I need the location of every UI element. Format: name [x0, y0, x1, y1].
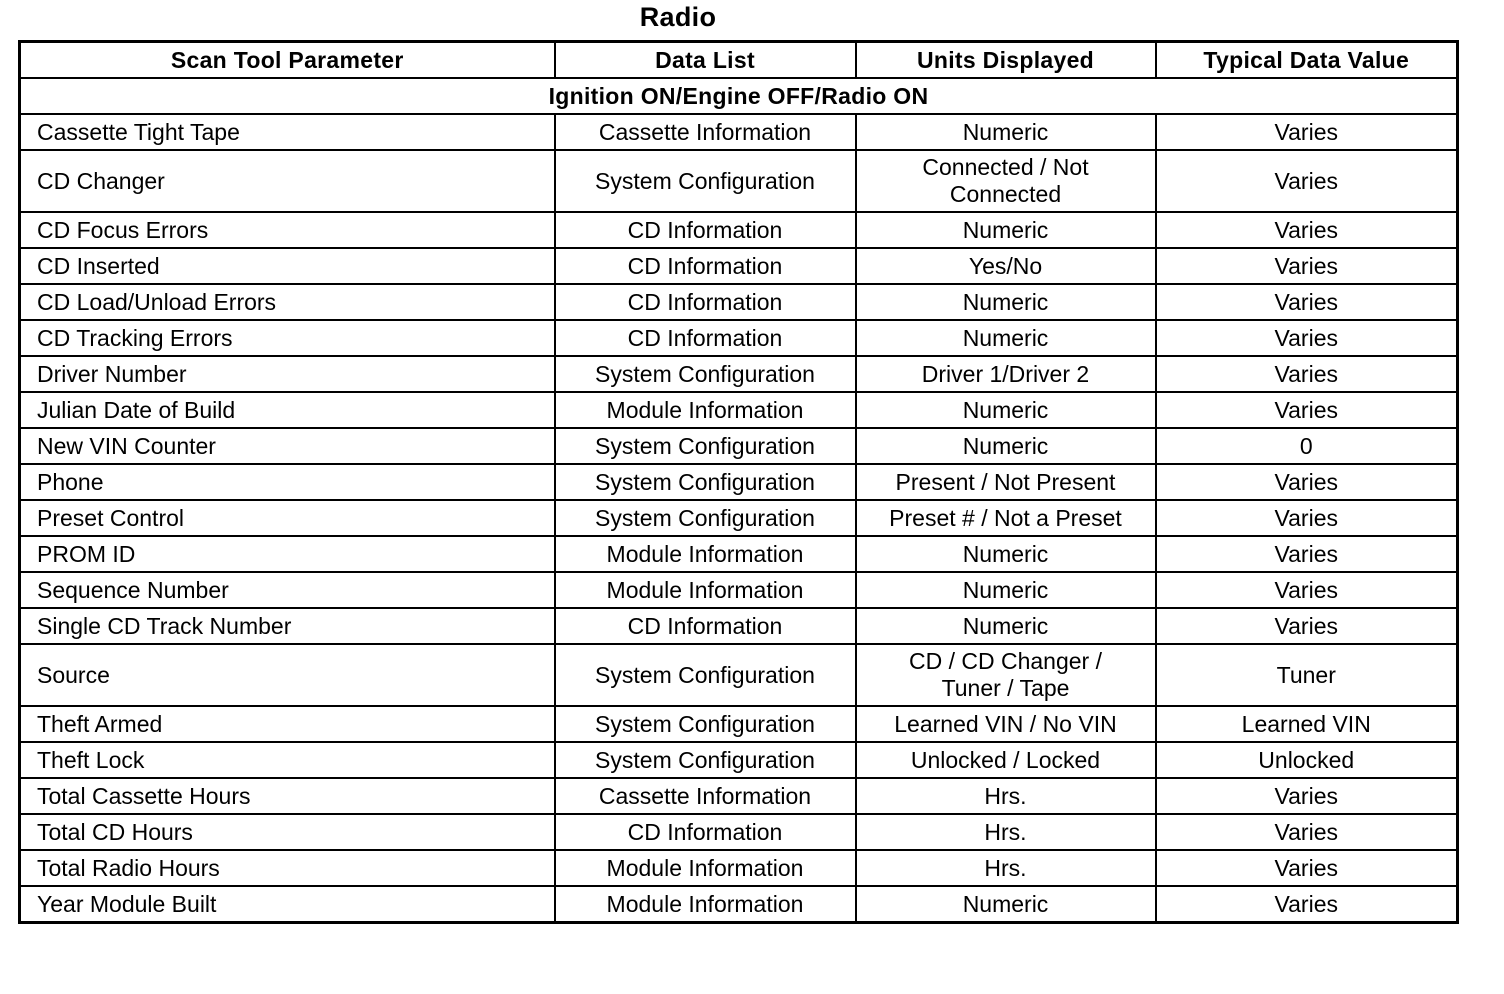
param-cell: PROM ID: [20, 536, 555, 572]
typical-value-cell: Tuner: [1156, 644, 1458, 706]
param-cell: Single CD Track Number: [20, 608, 555, 644]
data-list-cell: System Configuration: [555, 742, 856, 778]
table-row: [20, 284, 1458, 320]
typical-value-cell: Varies: [1156, 814, 1458, 850]
param-cell: Phone: [20, 464, 555, 500]
units-cell: Learned VIN / No VIN: [856, 706, 1156, 742]
header-data-list: Data List: [555, 42, 856, 79]
table-row: [20, 248, 1458, 284]
typical-value-cell: Varies: [1156, 500, 1458, 536]
typical-value-cell: Varies: [1156, 248, 1458, 284]
data-list-cell: Module Information: [555, 850, 856, 886]
param-cell: Source: [20, 644, 555, 706]
data-list-cell: System Configuration: [555, 644, 856, 706]
table-row: [20, 356, 1458, 392]
table-row: [20, 212, 1458, 248]
typical-value-cell: Varies: [1156, 572, 1458, 608]
data-list-cell: CD Information: [555, 320, 856, 356]
table-row: [20, 320, 1458, 356]
typical-value-cell: Varies: [1156, 320, 1458, 356]
typical-value-cell: Varies: [1156, 114, 1458, 150]
typical-value-cell: Varies: [1156, 392, 1458, 428]
units-cell: [856, 644, 1156, 706]
table-row: [20, 500, 1458, 536]
units-cell: Hrs.: [856, 850, 1156, 886]
units-cell: Numeric: [856, 428, 1156, 464]
data-list-cell: Cassette Information: [555, 778, 856, 814]
typical-value-cell: Varies: [1156, 608, 1458, 644]
data-list-cell: Module Information: [555, 536, 856, 572]
data-list-cell: Module Information: [555, 572, 856, 608]
table-row: [20, 150, 1458, 212]
table-row: [20, 392, 1458, 428]
table-row: [20, 742, 1458, 778]
units-cell: Numeric: [856, 608, 1156, 644]
typical-value-cell: 0: [1156, 428, 1458, 464]
data-list-cell: System Configuration: [555, 428, 856, 464]
typical-value-cell: Varies: [1156, 356, 1458, 392]
table-row: [20, 428, 1458, 464]
units-cell: Numeric: [856, 284, 1156, 320]
table-row: [20, 536, 1458, 572]
param-cell: Total CD Hours: [20, 814, 555, 850]
param-cell: Theft Lock: [20, 742, 555, 778]
table-row: [20, 572, 1458, 608]
param-cell: New VIN Counter: [20, 428, 555, 464]
table-row: [20, 706, 1458, 742]
typical-value-cell: Varies: [1156, 464, 1458, 500]
data-list-cell: System Configuration: [555, 356, 856, 392]
table-row: [20, 644, 1458, 706]
typical-value-cell: Varies: [1156, 778, 1458, 814]
typical-value-cell: Varies: [1156, 212, 1458, 248]
table-row: [20, 114, 1458, 150]
units-cell: Numeric: [856, 320, 1156, 356]
table-row: [20, 464, 1458, 500]
param-cell: Cassette Tight Tape: [20, 114, 555, 150]
data-list-cell: CD Information: [555, 814, 856, 850]
units-cell: Numeric: [856, 392, 1156, 428]
radio-data-table: [18, 40, 1459, 924]
param-cell: Year Module Built: [20, 886, 555, 923]
param-cell: Julian Date of Build: [20, 392, 555, 428]
param-cell: Total Radio Hours: [20, 850, 555, 886]
units-cell: Yes/No: [856, 248, 1156, 284]
data-list-cell: Cassette Information: [555, 114, 856, 150]
table-row: [20, 814, 1458, 850]
param-cell: CD Tracking Errors: [20, 320, 555, 356]
units-cell: [856, 150, 1156, 212]
data-list-cell: CD Information: [555, 248, 856, 284]
header-units-displayed: Units Displayed: [856, 42, 1156, 79]
param-cell: CD Load/Unload Errors: [20, 284, 555, 320]
data-list-cell: System Configuration: [555, 706, 856, 742]
param-cell: CD Changer: [20, 150, 555, 212]
page-title: Radio: [639, 2, 717, 32]
data-list-cell: CD Information: [555, 608, 856, 644]
units-cell: Numeric: [856, 886, 1156, 923]
header-row: [20, 42, 1458, 79]
header-typical-data-value: Typical Data Value: [1156, 42, 1458, 79]
typical-value-cell: Unlocked: [1156, 742, 1458, 778]
data-list-cell: Module Information: [555, 886, 856, 923]
param-cell: CD Inserted: [20, 248, 555, 284]
units-cell: Unlocked / Locked: [856, 742, 1156, 778]
data-list-cell: System Configuration: [555, 500, 856, 536]
param-cell: Driver Number: [20, 356, 555, 392]
typical-value-cell: Varies: [1156, 150, 1458, 212]
typical-value-cell: Varies: [1156, 850, 1458, 886]
data-list-cell: System Configuration: [555, 150, 856, 212]
typical-value-cell: Learned VIN: [1156, 706, 1458, 742]
table-row: [20, 850, 1458, 886]
typical-value-cell: Varies: [1156, 284, 1458, 320]
table-row: [20, 886, 1458, 923]
table-row: [20, 778, 1458, 814]
typical-value-cell: Varies: [1156, 536, 1458, 572]
units-cell: Numeric: [856, 572, 1156, 608]
units-cell: Preset # / Not a Preset: [856, 500, 1156, 536]
param-cell: CD Focus Errors: [20, 212, 555, 248]
data-list-cell: Module Information: [555, 392, 856, 428]
typical-value-cell: Varies: [1156, 886, 1458, 923]
section-row: [20, 78, 1458, 114]
param-cell: Preset Control: [20, 500, 555, 536]
units-cell: Numeric: [856, 114, 1156, 150]
param-cell: Sequence Number: [20, 572, 555, 608]
data-list-cell: CD Information: [555, 212, 856, 248]
units-cell: Driver 1/Driver 2: [856, 356, 1156, 392]
data-list-cell: System Configuration: [555, 464, 856, 500]
units-cell: Hrs.: [856, 778, 1156, 814]
param-cell: Total Cassette Hours: [20, 778, 555, 814]
units-text: Connected / Not Connected: [922, 154, 1089, 207]
units-cell: Present / Not Present: [856, 464, 1156, 500]
param-cell: Theft Armed: [20, 706, 555, 742]
units-cell: Numeric: [856, 212, 1156, 248]
table-row: [20, 608, 1458, 644]
header-scan-tool-parameter: Scan Tool Parameter: [20, 42, 555, 79]
units-text: CD / CD Changer / Tuner / Tape: [908, 648, 1102, 701]
units-cell: Hrs.: [856, 814, 1156, 850]
section-label: Ignition ON/Engine OFF/Radio ON: [20, 78, 1458, 114]
units-cell: Numeric: [856, 536, 1156, 572]
data-list-cell: CD Information: [555, 284, 856, 320]
